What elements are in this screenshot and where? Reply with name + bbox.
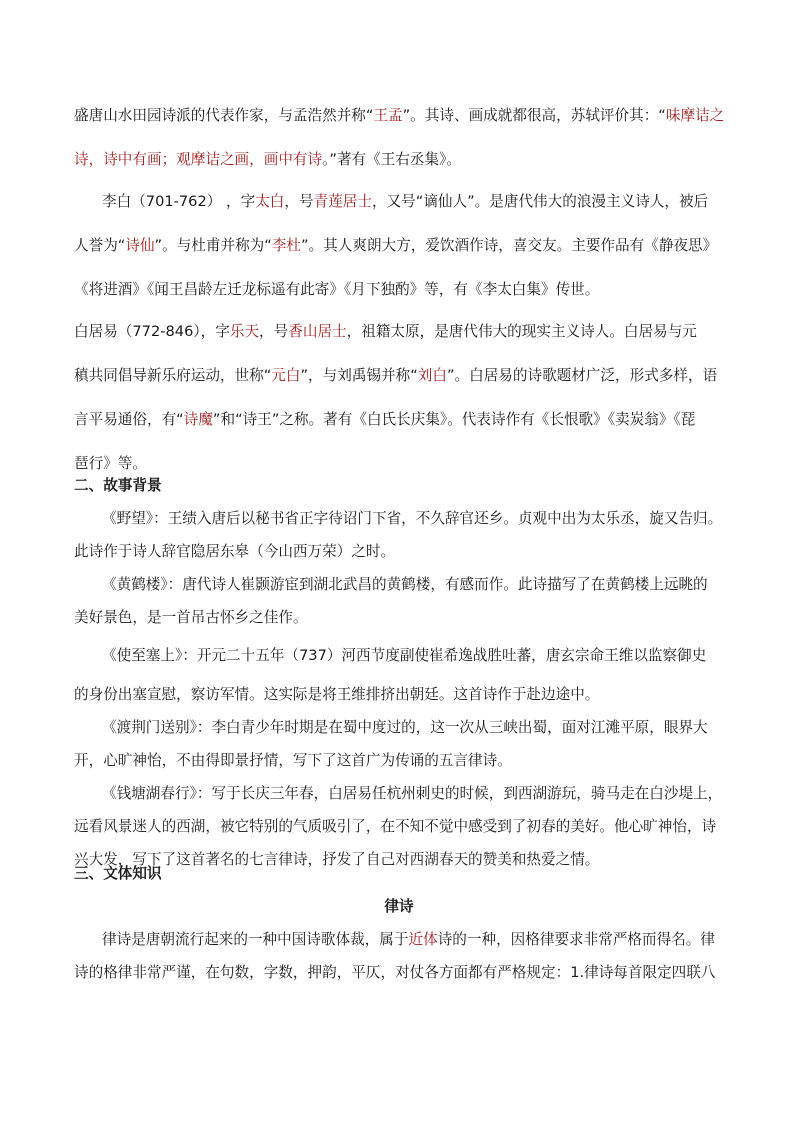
text-line: 的身份出塞宣慰，察访军情。这实际是将王维排挤出朝廷。这首诗作于赴边途中。: [74, 686, 600, 703]
story-item: [74, 711, 724, 777]
text-line: 兴大发，写下了这首著名的七言律诗，抒发了自己对西湖春天的赞美和热爱之情。: [74, 851, 600, 868]
story-item: [74, 502, 724, 568]
text-line: 李白（701-762） ，字太白，号青莲居士，又号“谪仙人”。是唐代伟大的浪漫主义诗人，被后: [102, 193, 709, 210]
text-line: 开，心旷神怡，不由得即景抒情，写下了这首广为传诵的五言律诗。: [74, 752, 512, 769]
text-line: 琶行》等。: [74, 455, 147, 472]
section-heading: 二、故事背景: [74, 477, 162, 494]
text-line: 《渡荆门送别》：李白青少年时期是在蜀中度过的，这一次从三峡出蜀，面对江滩平原，眼界大: [102, 719, 708, 736]
highlight: 诗仙: [125, 237, 155, 254]
highlight: 乐天: [229, 323, 260, 340]
text-line: 诗，诗中有画；观摩诘之画，画中有诗。”著有《王右丞集》。: [74, 151, 462, 168]
text-line: 言平易通俗，有“诗魔”和“诗王”之称。著有《白氏长庆集》。代表诗作有《长恨歌》《卖炭翁》《琵: [74, 411, 696, 428]
text-line: 美好景色，是一首吊古怀乡之佳作。: [74, 609, 308, 626]
section-2: [74, 469, 724, 876]
highlight: 元白: [271, 367, 301, 384]
story-item: [74, 634, 724, 711]
li-bai-paragraph: [74, 180, 724, 312]
highlight: 香山居士: [288, 323, 347, 340]
text-line: 《使至塞上》：开元二十五年（737）河西节度副使崔希逸战胜吐蕃，唐玄宗命王维以监察御史: [102, 647, 707, 664]
text-line: 稹共同倡导新乐府运动，世称“元白”，与刘禹锡并称“刘白”。白居易的诗歌题材广泛，形式多样，语: [74, 367, 718, 384]
highlight: 李杜: [271, 237, 302, 254]
text-line: 诗的格律非常严谨，在句数，字数，押韵，平仄，对仗各方面都有严格规定：1.律诗每首限定四联八: [74, 964, 716, 981]
highlight: 诗魔: [183, 411, 213, 428]
highlight: 青莲居士: [313, 193, 372, 210]
text-line: 盛唐山水田园诗派的代表作家，与孟浩然并称“王孟”。其诗、画成就都很高，苏轼评价其：“味摩诘之: [74, 107, 725, 124]
text-line: 此诗作于诗人辞官隐居东皋（今山西万荣）之时。: [74, 543, 396, 560]
highlight: 诗，诗中有画；观摩诘之画，画中有诗: [74, 151, 323, 168]
subheading: 律诗: [384, 898, 414, 915]
highlight: 太白: [255, 193, 285, 210]
story-item: [74, 568, 724, 634]
section-heading: 三、文体知识: [74, 865, 162, 882]
highlight: 刘白: [417, 367, 447, 384]
wang-wei-paragraph: [74, 94, 724, 182]
text-line: 白居易（772-846），字乐天，号香山居士，祖籍太原，是唐代伟大的现实主义诗人。白居易与元: [74, 323, 697, 340]
highlight: 近体: [408, 931, 438, 948]
text-line: 人誉为“诗仙”。与杜甫并称为“李杜”。其人爽朗大方，爱饮酒作诗，喜交友。主要作品有《静夜思》: [74, 237, 718, 254]
section-3: [74, 857, 724, 989]
highlight: 王孟: [373, 107, 403, 124]
text-line: 《野望》：王绩入唐后以秘书省正字待诏门下省，不久辞官还乡。贞观中出为太乐丞，旋又告归。: [102, 510, 723, 527]
text-line: 远看风景迷人的西湖，被它特别的气质吸引了，在不知不觉中感受到了初春的美好。他心旷神怡，诗: [74, 818, 717, 835]
text-line: 律诗是唐朝流行起来的一种中国诗歌体裁，属于近体诗的一种，因格律要求非常严格而得名。律: [102, 931, 715, 948]
text-line: 《将进酒》《闻王昌龄左迁龙标遥有此寄》《月下独酌》等，有《李太白集》传世。: [74, 281, 600, 298]
highlight: 味摩诘之: [665, 107, 725, 124]
bai-juyi-paragraph: [74, 310, 724, 486]
text-line: 《钱塘湖春行》：写于长庆三年春，白居易任杭州刺史的时候，到西湖游玩，骑马走在白沙堤上，: [102, 785, 723, 802]
text-line: 《黄鹤楼》：唐代诗人崔颢游宦到湖北武昌的黄鹤楼，有感而作。此诗描写了在黄鹤楼上远眺的: [102, 576, 708, 593]
